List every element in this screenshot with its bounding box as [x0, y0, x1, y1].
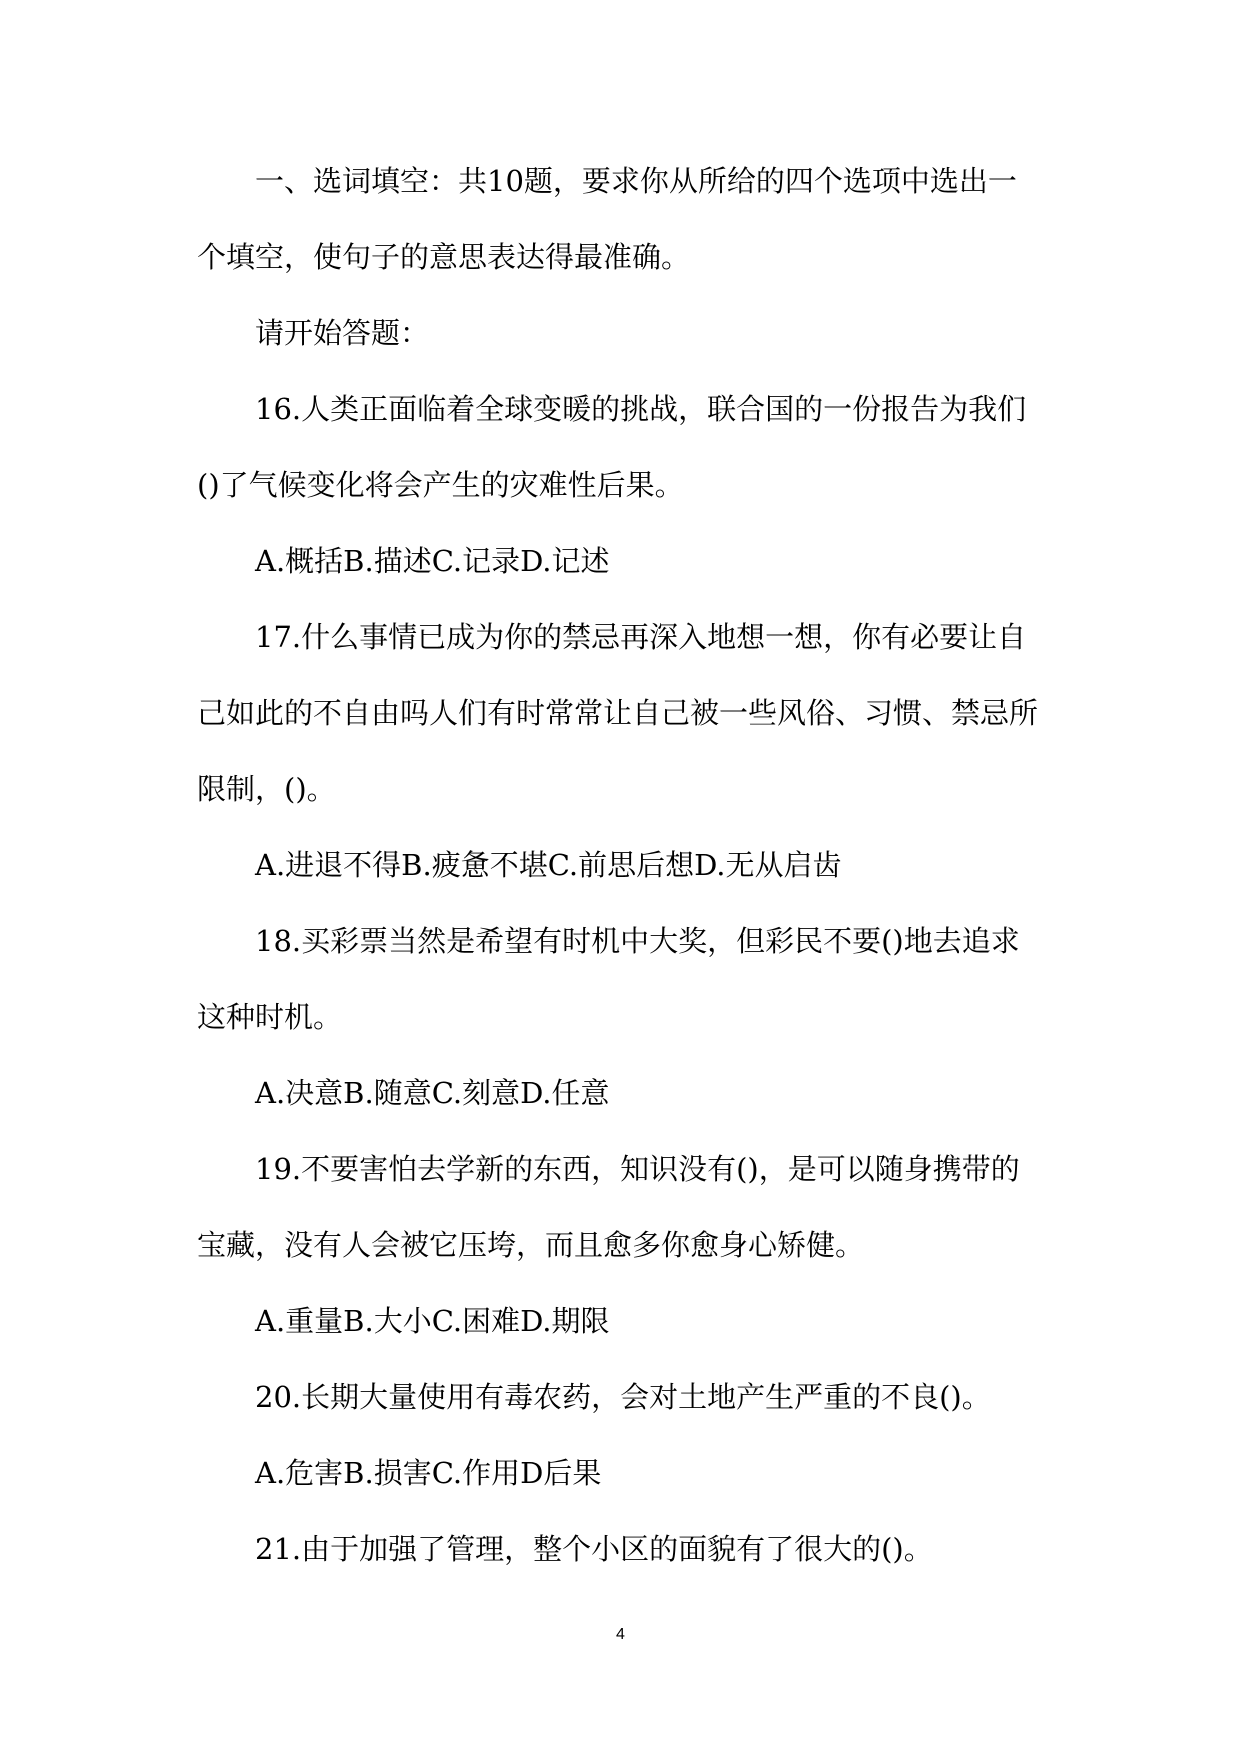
- instructions-paragraph: 一、选词填空：共10题，要求你从所给的四个选项中选出一个填空，使句子的意思表达得最准确。: [197, 164, 1017, 274]
- options-20: A.危害B.损害C.作用D后果: [255, 1456, 602, 1490]
- options-19: A.重量B.大小C.困难D.期限: [255, 1304, 610, 1338]
- question-17: 17.什么事情已成为你的禁忌再深入地想一想，你有必要让自己如此的不自由吗人们有时常常让自己被一些风俗、习惯、禁忌所限制，()。: [197, 620, 1039, 806]
- question-18: 18.买彩票当然是希望有时机中大奖，但彩民不要()地去追求这种时机。: [197, 924, 1020, 1034]
- start-prompt: 请开始答题：: [255, 316, 430, 350]
- page-number: 4: [616, 1626, 625, 1643]
- document-body: [197, 143, 1042, 1587]
- options-16: A.概括B.描述C.记录D.记述: [255, 544, 610, 578]
- options-18: A.决意B.随意C.刻意D.任意: [255, 1076, 610, 1110]
- question-21: 21.由于加强了管理，整个小区的面貌有了很大的()。: [255, 1532, 933, 1566]
- question-20: 20.长期大量使用有毒农药，会对土地产生严重的不良()。: [255, 1380, 991, 1414]
- question-16: 16.人类正面临着全球变暖的挑战，联合国的一份报告为我们()了气候变化将会产生的灾难性后果。: [197, 392, 1027, 502]
- question-19: 19.不要害怕去学新的东西，知识没有()，是可以随身携带的宝藏，没有人会被它压垮，而且愈多你愈身心矫健。: [197, 1152, 1020, 1262]
- options-17: A.进退不得B.疲惫不堪C.前思后想D.无从启齿: [255, 848, 842, 882]
